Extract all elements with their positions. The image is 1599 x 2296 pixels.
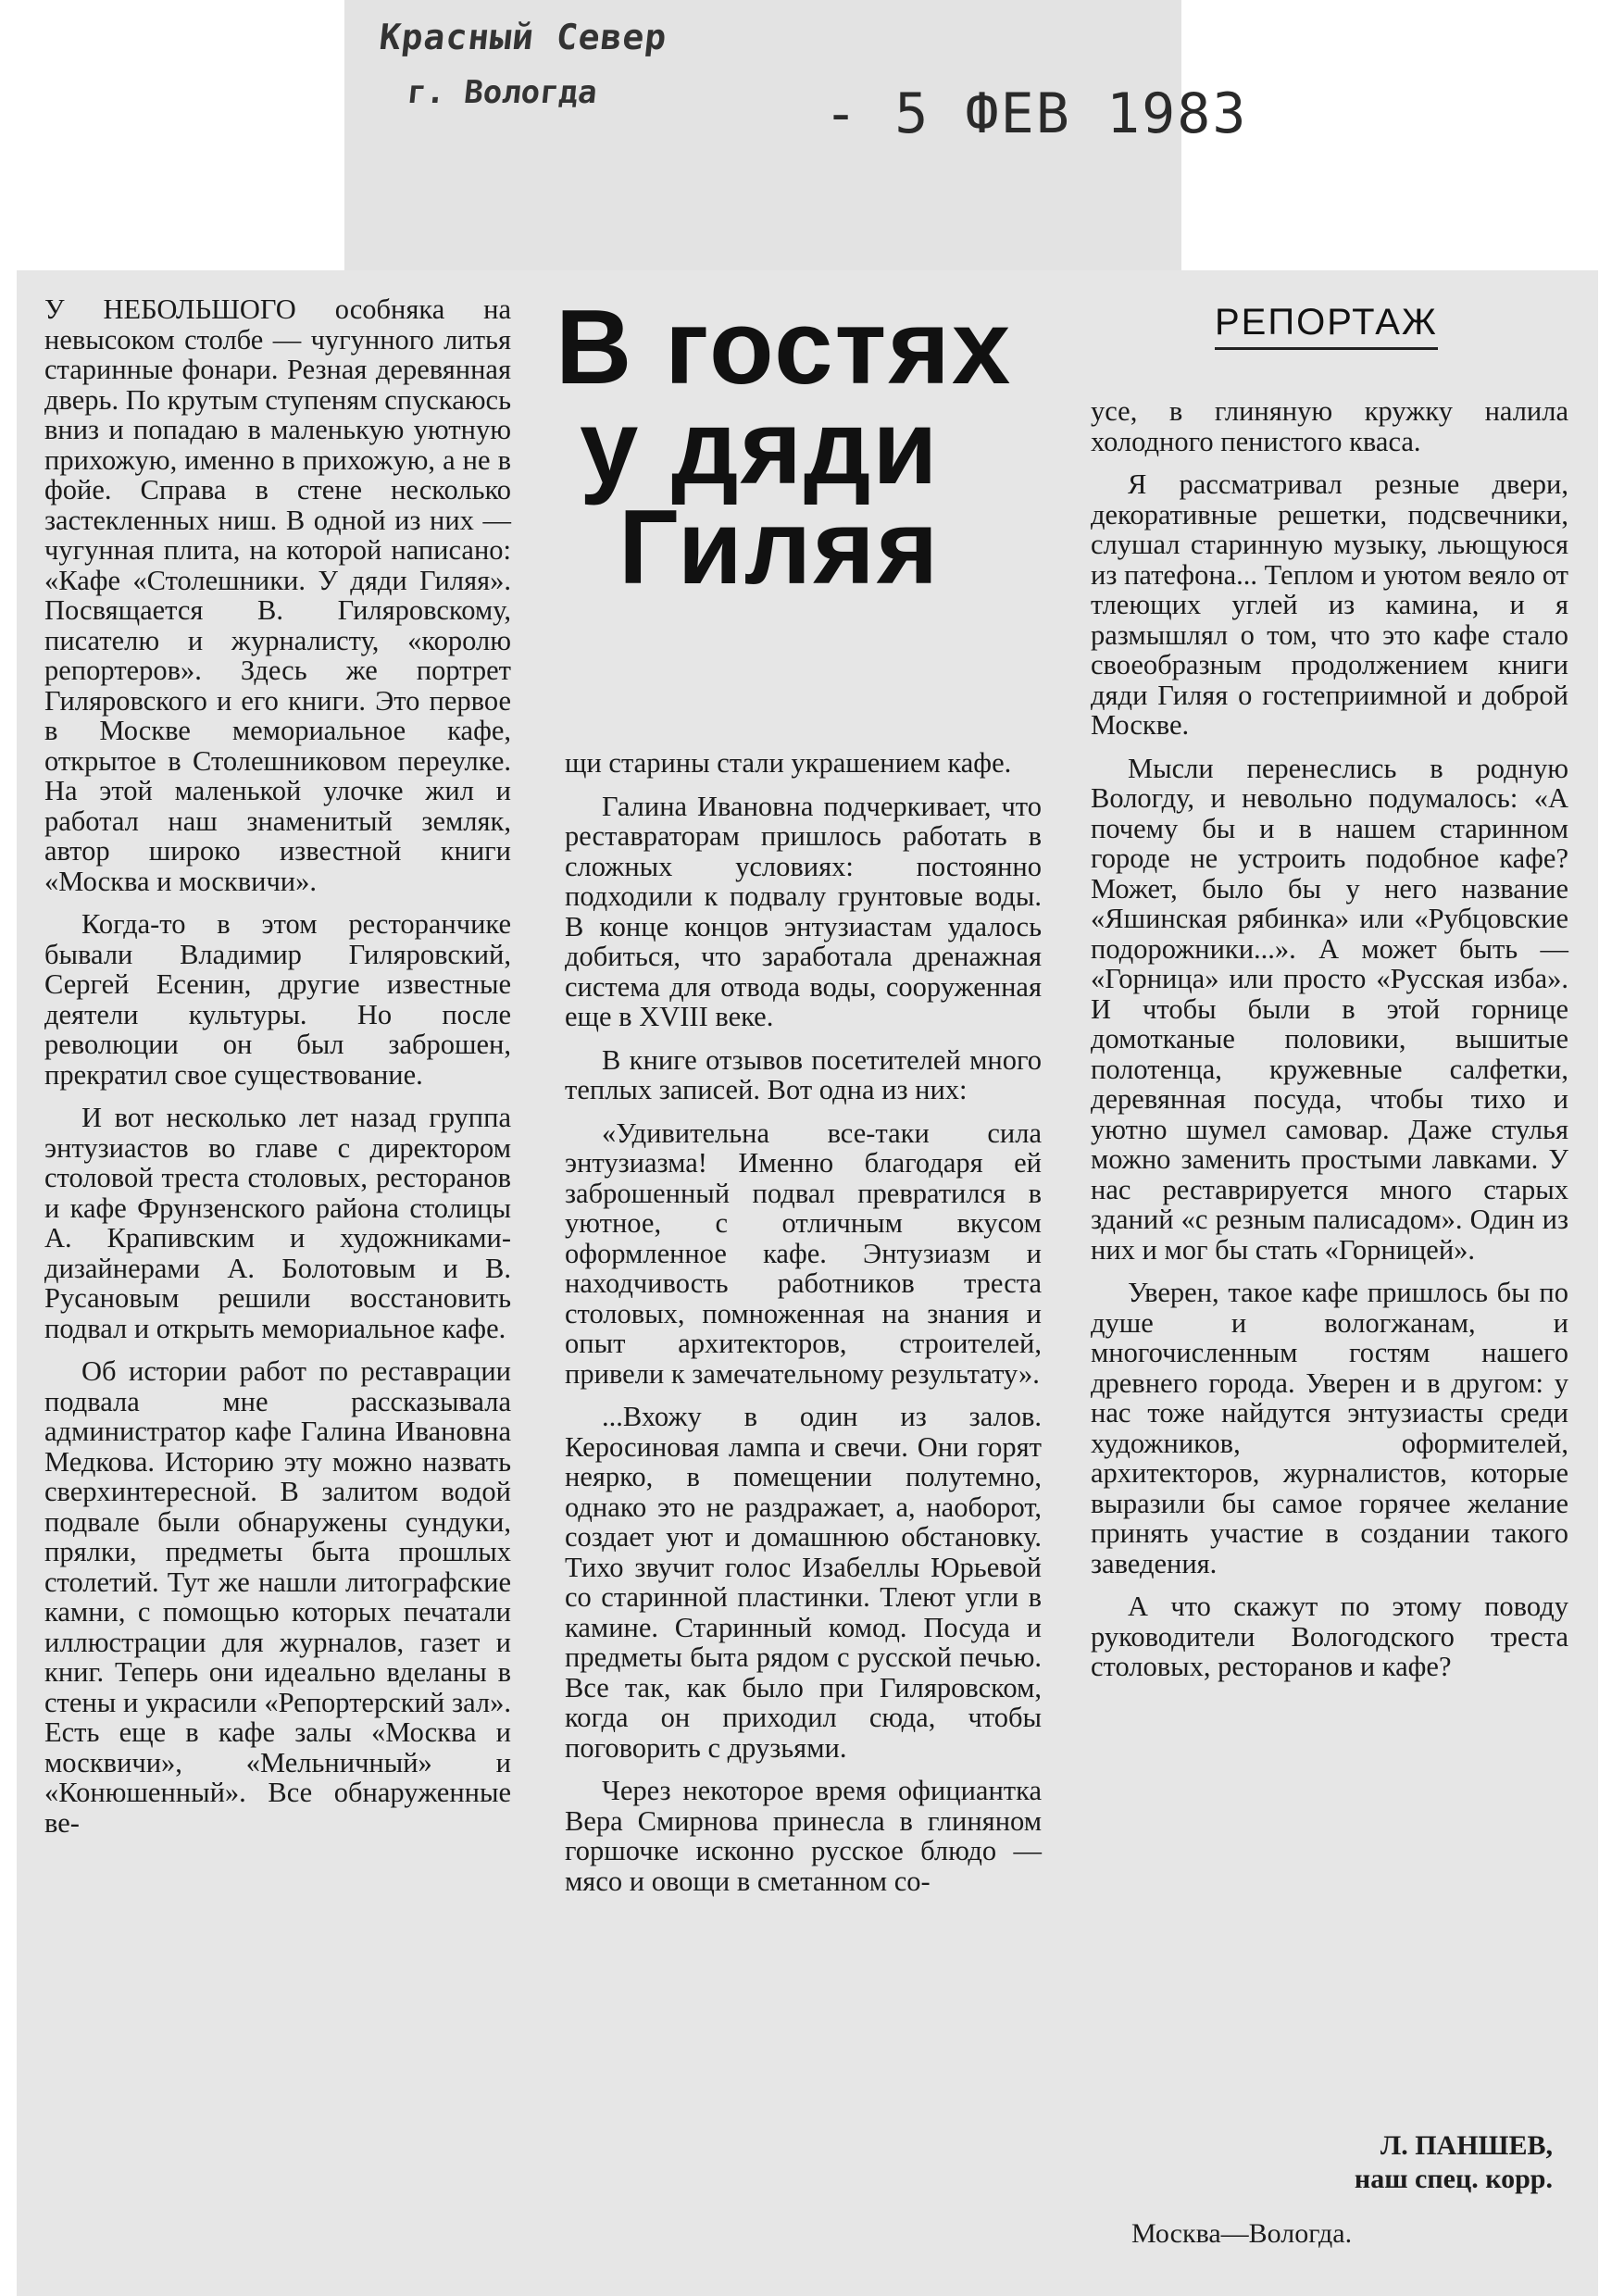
paragraph: Об истории работ по реставрации подвала мне рассказывала администратор кафе Галина Ивановна Медкова. Историю эту можно назвать сверхинтересной. В залитом водой подвале были обнаружены сундуки, прялки, предметы быта прошлых столетий. Тут же нашли литографские камни, с помощью которых печатали иллюстрации для журналов, газет и книг. Теперь они идеально вделаны в стены и украсили «Репортерский зал». Есть еще в кафе залы «Москва и москвичи», «Мельничный» и «Конюшенный». Все обнаруженные ве-: [44, 1355, 511, 1839]
dateline-place: Москва—Вологда.: [1131, 2218, 1353, 2249]
paragraph: ...Вхожу в один из залов. Керосиновая лампа и свечи. Они горят неярко, в помещении полутемно, однако это не раздражает, а, наоборот, создает уют и домашнюю обстановку. Тихо звучит голос Изабеллы Юрьевой со старинной пластинки. Тлеют угли в камине. Старинный комод. Посуда и предметы быта рядом с русской печью. Все так, как было при Гиляровском, когда он приходил сюда, чтобы поговорить с друзьями.: [565, 1401, 1042, 1764]
paragraph: Когда-то в этом ресторанчике бывали Владимир Гиляровский, Сергей Есенин, другие известные деятели культуры. Но после революции он был заброшен, прекратил свое существование.: [44, 908, 511, 1091]
article-column-1: [44, 294, 511, 1851]
paragraph: Я рассматривал резные двери, декоративные решетки, подсвечники, слушал старинную музыку, льющуюся из патефона... Теплом и уютом веяло от тлеющих углей из камина, и я размышлял о том, что это кафе стало своеобразным продолжением книги дяди Гиляя о гостеприимной и доброй Москве.: [1091, 468, 1568, 741]
quote-paragraph: «Удивительна все-таки сила энтузиазма! Именно благодаря ей заброшенный подвал превратился в уютное, с отличным вкусом оформленное кафе. Энтузиазм и находчивость работников треста столовых, помноженная на знания и опыт архитекторов, строителей, привели к замечательному результату».: [565, 1117, 1042, 1390]
paragraph: А что скажут по этому поводу руководители Вологодского треста столовых, ресторанов и кафе?: [1091, 1591, 1568, 1682]
paragraph: Мысли перенеслись в родную Вологду, и невольно подумалось: «А почему бы и в нашем старинном городе не устроить подобное кафе? Может, было бы у него название «Яшинская рябинка» или «Рубцовские подорожники...». А может быть — «Горница» или просто «Русская изба». И чтобы были в этой горнице домотканые половики, вышитые полотенца, кружевные салфетки, деревянная посуда, чтобы тихо и уютно шумел самовар. Даже стулья можно заменить простыми лавками. У нас реставрируется много старых зданий «с резным палисадом». Один из них и мог бы стать «Горницей».: [1091, 752, 1568, 1266]
article-headline: [556, 289, 1056, 606]
headline-line-2: у дяди: [580, 389, 940, 506]
paragraph: Через некоторое время официантка Вера Смирнова принесла в глиняном горшочке исконно русское блюдо — мясо и овощи в сметанном со-: [565, 1775, 1042, 1897]
paragraph: У НЕБОЛЬШОГО особняка на невысоком столбе — чугунного литья старинные фонари. Резная деревянная дверь. По крутым ступеням спускаюсь вниз и попадаю в маленькую уютную прихожую, именно в прихожую, а не в фойе. Справа в стене несколько застекленных ниш. В одной из них — чугунная плита, на которой написано: «Кафе «Столешники. У дяди Гиляя». Посвящается В. Гиляровскому, писателю и журналисту, «королю репортеров». Здесь же портрет Гиляровского и его книги. Это первое в Москве мемориальное кафе, открытое в Столешниковом переулке. На этой маленькой улочке жил и работал наш знаменитый земляк, автор широко известной книги «Москва и москвичи».: [44, 293, 511, 897]
author-role: наш спец. корр.: [1354, 2164, 1553, 2194]
article-column-2: [565, 748, 1042, 1909]
section-rubric: РЕПОРТАЖ: [1215, 302, 1438, 350]
paragraph: усе, в глиняную кружку налила холодного пенистого кваса.: [1091, 395, 1568, 457]
article-column-3: [1091, 396, 1568, 1695]
author-name: Л. ПАНШЕВ,: [1380, 2130, 1553, 2161]
paragraph: Галина Ивановна подчеркивает, что реставраторам пришлось работать в сложных условиях: постоянно подходили к подвалу грунтовые воды. В конце концов энтузиастам удалось добиться, что заработала дренажная система для отвода воды, сооруженная еще в XVIII веке.: [565, 790, 1042, 1032]
paragraph: И вот несколько лет назад группа энтузиастов во главе с директором столовой треста столовых, ресторанов и кафе Фрунзенского района столицы А. Крапивским и художниками-дизайнерами А. Болотовым и В. Русановым решили восстановить подвал и открыть мемориальное кафе.: [44, 1102, 511, 1344]
city-stamp: г. Вологда: [405, 74, 599, 111]
newspaper-name-stamp: Красный Север: [377, 17, 669, 57]
headline-line-3: Гиляя: [618, 489, 941, 606]
paragraph: В книге отзывов посетителей много теплых записей. Вот одна из них:: [565, 1043, 1042, 1105]
author-signature: [1355, 2129, 1553, 2196]
paragraph: Уверен, такое кафе пришлось бы по душе и вологжанам, и многочисленным гостям нашего древнего города. Уверен и в другом: у нас тоже найдутся энтузиасты среди художников, оформителей, архитекторов, журналистов, которые выразили бы самое горячее желание принять участие в создании такого заведения.: [1091, 1277, 1568, 1579]
paragraph: щи старины стали украшением кафе.: [565, 747, 1012, 779]
date-stamp: - 5 ФЕВ 1983: [824, 81, 1248, 146]
headline-line-1: В гостях: [556, 289, 1013, 406]
